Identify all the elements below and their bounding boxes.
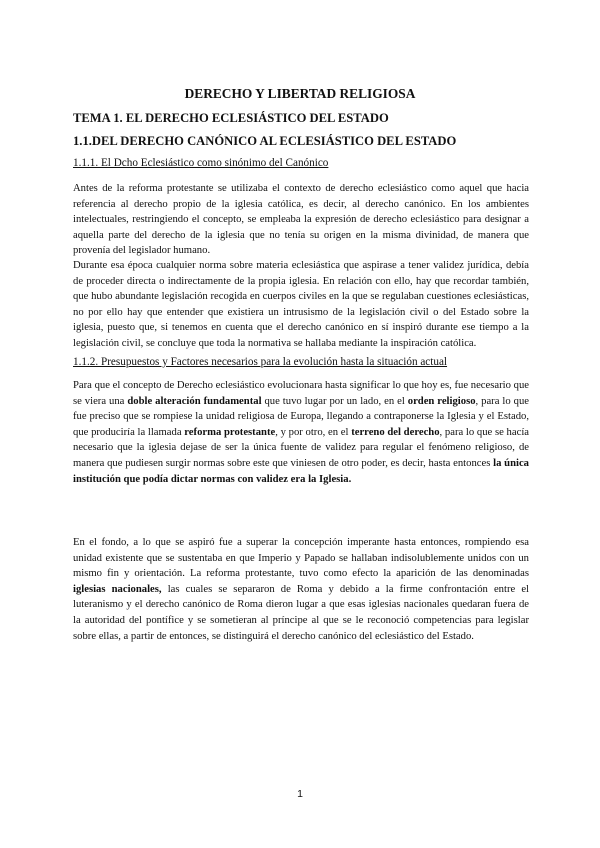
text-run: En el fondo, a lo que se aspiró fue a superar la concepción imperante hasta entonces, rompiendo esa unidad existente que se sustentaba en que Imperio y Papado se hallaban indisolublemente unidos con un mismo fin y orientación. La reforma protestante, tuvo como efecto la aparición de las denominadas bbox=[73, 537, 529, 580]
text-run: Para que el concepto de Derecho eclesiástico evolucionara hasta significar lo que hoy es, fue necesario que se viera una bbox=[73, 380, 529, 407]
subsection-2-paragraph-1 bbox=[73, 378, 529, 487]
tema-heading: TEMA 1. EL DERECHO ECLESIÁSTICO DEL ESTADO bbox=[73, 111, 389, 125]
subsection-2-paragraph-2 bbox=[73, 535, 529, 644]
text-run: que tuvo lugar por un lado, en el bbox=[261, 395, 408, 407]
subsection-1-heading: 1.1.1. El Dcho Eclesiástico como sinónimo del Canónico bbox=[73, 157, 329, 169]
text-run: , para lo que fue preciso que se rompiese la unidad religiosa de Europa, llegando a contraponerse la Iglesia y el Estado, que produciría la llamada bbox=[73, 395, 529, 438]
subsection-1-paragraph-2: Durante esa época cualquier norma sobre materia eclesiástica que aspirase a tener validez jurídica, debía de proceder directa o indirectamente de la propia iglesia. En relación con ello, hay que recordar también, que hubo abundante legislación recogida en cuerpos civiles en la que se regulaban cuestiones eclesiásticas, no por ello hay que entender que existiera un intrusismo de la legislación civil o del Estado sobre la iglesia, puesto que, si tenemos en cuenta que el derecho canónico en sí inspiró durante ese tiempo a la legislación civil, se concluye que toda la normativa se hallaba mediante la inspiración católica. bbox=[73, 260, 529, 349]
page-number: 1 bbox=[297, 788, 303, 800]
subsection-1-paragraph-1: Antes de la reforma protestante se utilizaba el contexto de derecho eclesiástico como aquel que hacia referencia al derecho propio de la iglesia católica, es decir, al derecho canónico. En los ambientes intelectuales, restringiendo el concepto, se empleaba la expresión de derecho eclesiástico para designar a aquella parte del derecho de la iglesia que no tenía su origen en la misma divinidad, de manera que provenía del legislador humano. bbox=[73, 183, 529, 257]
bold-run: reforma protestante bbox=[184, 426, 276, 438]
bold-run: la única institución que podía dictar normas con validez era la Iglesia. bbox=[73, 457, 529, 485]
text-run: , para lo que se hacía necesario que la iglesia dejase de ser la única fuente de validez para regular el fenómeno religioso, de manera que pudiesen surgir normas sobre este que viniesen de otro poder, es decir, hasta entonces bbox=[73, 426, 529, 469]
section-heading: 1.1.DEL DERECHO CANÓNICO AL ECLESIÁSTICO DEL ESTADO bbox=[73, 134, 457, 148]
document-title: DERECHO Y LIBERTAD RELIGIOSA bbox=[184, 86, 416, 101]
bold-run: iglesias nacionales, bbox=[73, 583, 162, 595]
text-run: las cuales se separaron de Roma y debido a la firme confrontación entre el luteranismo y el derecho canónico de Roma dieron lugar a que esas iglesias nacionales quedaran fuera de la autoridad del pontífice y se sometieran al príncipe al que se le reconoció competencias para legislar sobre ellas, a partir de entonces, se distinguirá el derecho canónico del eclesiástico del Estado. bbox=[73, 583, 529, 642]
subsection-2-heading: 1.1.2. Presupuestos y Factores necesarios para la evolución hasta la situación actual bbox=[73, 356, 448, 368]
bold-run: terreno del derecho bbox=[351, 426, 440, 438]
text-run: , y por otro, en el bbox=[275, 426, 352, 438]
bold-run: orden religioso bbox=[407, 395, 476, 407]
bold-run: doble alteración fundamental bbox=[127, 395, 262, 407]
